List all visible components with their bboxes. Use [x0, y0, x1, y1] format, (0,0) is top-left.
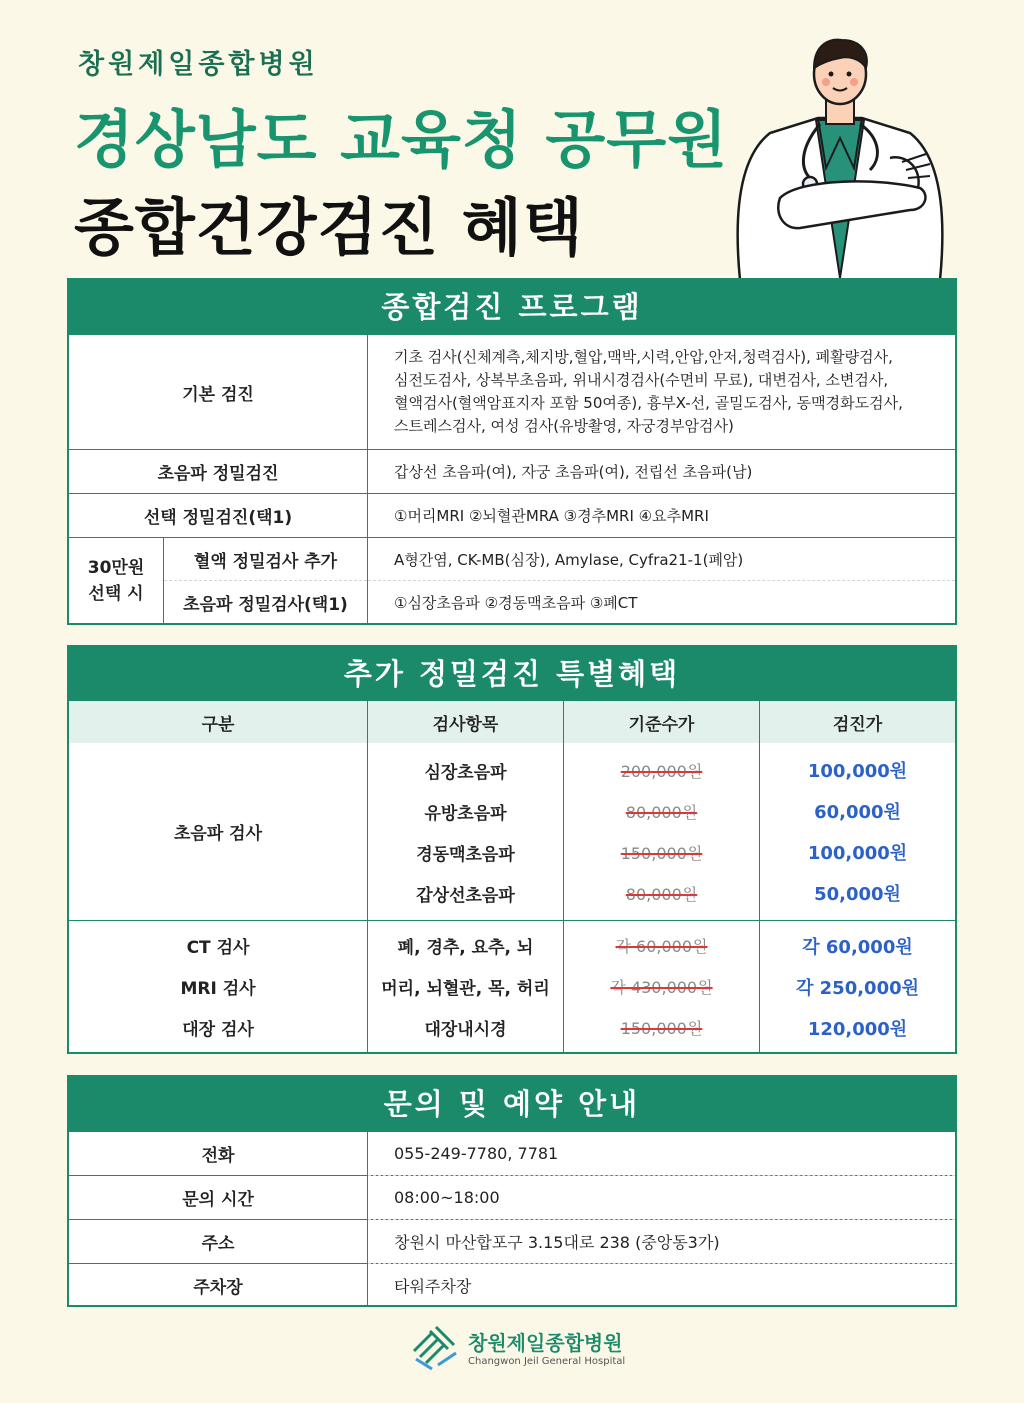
basic-line: 혈액검사(혈액암표지자 포함 50여종), 흉부X-선, 골밀도검사, 동맥경화도검사, — [394, 394, 903, 412]
extra-outer-line: 선택 시 — [88, 583, 144, 604]
pricing-heading: 추가 정밀검진 특별혜택 — [69, 647, 955, 701]
basic-line: 스트레스검사, 여성 검사(유방촬영, 자궁경부암검사) — [394, 417, 734, 435]
category-label: 대장 검사 — [182, 1020, 254, 1040]
footer-name-en: Changwon Jeil General Hospital — [468, 1356, 626, 1367]
pricing-header-row — [69, 701, 955, 743]
select-value: ①머리MRI ②뇌혈관MRA ③경추MRI ④요추MRI — [394, 507, 709, 525]
ct-mri-group — [69, 920, 955, 1052]
ultra-row — [69, 449, 955, 493]
basic-row — [69, 334, 955, 449]
inquiry-label: 문의 시간 — [69, 1176, 368, 1219]
pricing-section — [67, 645, 957, 1054]
item-cell: 유방초음파 — [424, 803, 507, 824]
inquiry-label: 주소 — [69, 1220, 368, 1263]
hours-value: 08:00~18:00 — [368, 1175, 955, 1219]
select-label: 선택 정밀검진(택1) — [69, 494, 368, 537]
select-row — [69, 493, 955, 537]
basic-line: 기초 검사(신체계측,체지방,혈압,맥박,시력,안압,안저,청력검사), 폐활량검사, — [394, 348, 893, 366]
ultra-value: 갑상선 초음파(여), 자궁 초음파(여), 전립선 초음파(남) — [394, 463, 753, 481]
base-price-cell: 80,000원 — [625, 884, 698, 904]
item-cell: 폐, 경추, 요추, 뇌 — [397, 938, 534, 958]
inquiry-label: 주차장 — [69, 1264, 368, 1307]
ultra-label: 초음파 정밀검진 — [69, 450, 368, 493]
footer-name-ko: 창원제일종합병원 — [468, 1331, 623, 1355]
sale-price-cell: 60,000원 — [814, 802, 901, 823]
category-cell — [69, 921, 368, 1052]
sale-price-cell: 각 250,000원 — [795, 977, 920, 999]
category-cell — [69, 743, 368, 920]
base-price-cell: 200,000원 — [620, 761, 703, 781]
sale-price-cell: 50,000원 — [814, 884, 901, 905]
phone-value[interactable]: 055-249-7780, 7781 — [394, 1144, 559, 1163]
footer-logo — [410, 1323, 625, 1371]
item-cell: 대장내시경 — [424, 1020, 507, 1040]
base-price-cell: 각 60,000원 — [615, 937, 708, 956]
hospital-logo-icon — [410, 1323, 460, 1371]
category-label: MRI 검사 — [180, 979, 256, 999]
inquiry-row-hours — [69, 1175, 955, 1219]
page-title-line2: 종합건강검진 혜택 — [74, 191, 584, 264]
program-section — [67, 278, 957, 625]
ultra2-value: ①심장초음파 ②경동맥초음파 ③폐CT — [368, 580, 955, 623]
base-price-cell: 각 430,000원 — [610, 978, 713, 997]
parking-value: 타워주차장 — [368, 1263, 955, 1307]
address-value: 창원시 마산합포구 3.15대로 238 (중앙동3가) — [368, 1219, 955, 1263]
col-header: 검사항목 — [368, 701, 564, 743]
basic-line: 심전도검사, 상복부초음파, 위내시경검사(수면비 무료), 대변검사, 소변검사, — [394, 371, 889, 389]
base-price-cell: 150,000원 — [620, 1019, 703, 1038]
blood-label: 혈액 정밀검사 추가 — [193, 551, 338, 572]
page-title-line1: 경상남도 교육청 공무원 — [74, 103, 729, 176]
doctor-illustration — [730, 38, 950, 280]
sale-price-cell: 120,000원 — [807, 1018, 908, 1040]
ultra2-label: 초음파 정밀검사(택1) — [164, 580, 367, 623]
program-heading: 종합검진 프로그램 — [69, 280, 955, 334]
basic-label: 기본 검진 — [69, 335, 368, 449]
blood-value: A형간염, CK-MB(심장), Amylase, Cyfra21-1(폐암) — [394, 550, 744, 569]
inquiry-section — [67, 1075, 957, 1307]
extra-row — [69, 537, 955, 623]
inquiry-row-phone — [69, 1131, 955, 1175]
sale-price-cell: 100,000원 — [807, 761, 908, 782]
extra-outer-label — [69, 538, 164, 623]
sale-price-cell: 각 60,000원 — [802, 936, 913, 958]
ultrasound-group — [69, 743, 955, 920]
basic-value — [368, 335, 955, 449]
extra-outer-line: 30만원 — [87, 557, 145, 578]
col-header: 검진가 — [832, 714, 883, 735]
base-price-cell: 80,000원 — [625, 802, 698, 822]
item-cell: 갑상선초음파 — [416, 885, 515, 906]
item-cell: 심장초음파 — [424, 762, 507, 783]
col-header: 기준수가 — [564, 701, 760, 743]
hospital-name-top: 창원제일종합병원 — [78, 49, 319, 80]
inquiry-heading: 문의 및 예약 안내 — [69, 1077, 955, 1131]
item-cell: 경동맥초음파 — [416, 844, 515, 865]
sale-price-cell: 100,000원 — [807, 843, 908, 864]
inquiry-label: 전화 — [69, 1132, 368, 1175]
inquiry-row-address — [69, 1219, 955, 1263]
category-label: 초음파 검사 — [173, 824, 263, 844]
category-label: CT 검사 — [186, 938, 250, 958]
base-price-cell: 150,000원 — [620, 843, 703, 863]
col-header: 구분 — [69, 701, 368, 743]
extra-label-group — [69, 538, 368, 623]
inquiry-row-parking — [69, 1263, 955, 1307]
item-cell: 머리, 뇌혈관, 목, 허리 — [381, 979, 550, 999]
